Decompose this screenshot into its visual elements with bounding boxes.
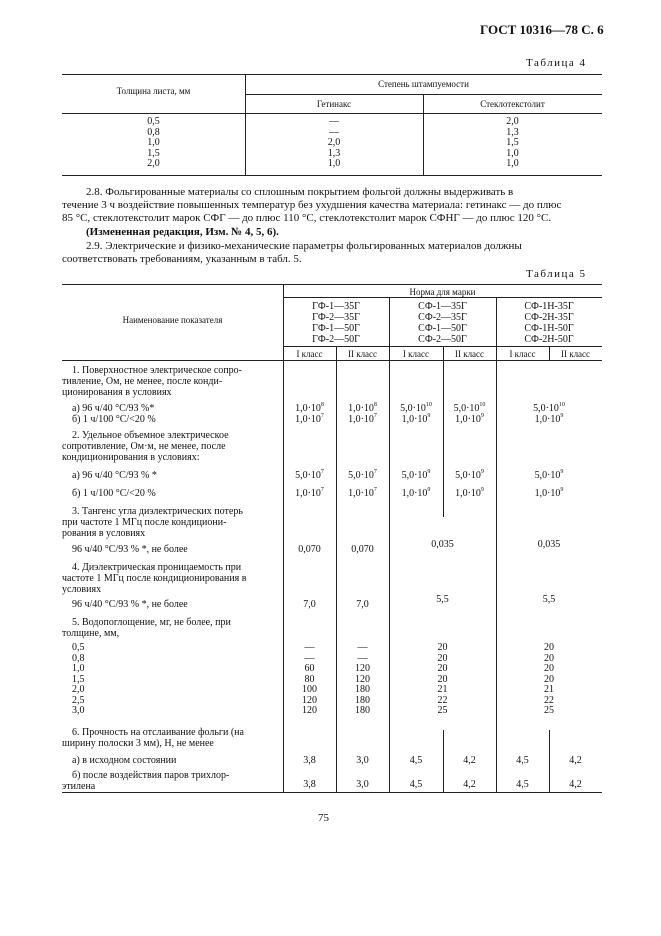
paragraph-2-9-line1: 2.9. Электрические и физико-механические параметры фольгированных материалов должны bbox=[86, 240, 522, 252]
cell: 4,2 bbox=[463, 779, 476, 790]
cell: 120 bbox=[355, 663, 370, 674]
cell: 100 bbox=[302, 684, 317, 695]
cell: $1,0\cdot 10^9$ bbox=[401, 413, 431, 425]
table4-cell: 0,5 bbox=[147, 116, 160, 127]
cell: 0,8 bbox=[72, 652, 85, 664]
row1a-label: а) 96 ч/40 °С/93 %* bbox=[72, 403, 155, 414]
cell: 20 bbox=[544, 673, 554, 685]
mark-label: СФ-2Н-35Г bbox=[524, 312, 574, 323]
cell: 120 bbox=[302, 694, 317, 706]
table5-marks-a bbox=[283, 301, 389, 345]
row6-title-2: ширину полоски 3 мм), Н, не менее bbox=[62, 738, 214, 749]
row5-title-1: 5. Водопоглощение, мг, не более, при bbox=[72, 617, 231, 628]
table4-cell: 2,0 bbox=[506, 116, 519, 127]
cell: 20 bbox=[437, 663, 448, 674]
cell: 3,0 bbox=[356, 779, 369, 790]
table4-cell: 1,3 bbox=[327, 147, 341, 159]
cell: — bbox=[304, 652, 315, 664]
table4-thickness-col bbox=[62, 117, 245, 170]
row5-title-2: толщине, мм, bbox=[62, 628, 120, 639]
row3-title-2: при частоте 1 МГц после кондициони- bbox=[62, 517, 227, 528]
paragraph-2-8-line1: 2.8. Фольгированные материалы со сплошным покрытием фольгой должны выдерживать в bbox=[86, 186, 514, 198]
cell: 3,8 bbox=[303, 779, 316, 790]
cell: 5,5 bbox=[436, 594, 449, 605]
class-1-label: I класс bbox=[296, 349, 323, 359]
table4-cell: 1,0 bbox=[506, 158, 519, 169]
table4-cell: 2,0 bbox=[327, 137, 341, 148]
cell: 180 bbox=[355, 705, 370, 716]
class-2-label: II класс bbox=[560, 349, 591, 359]
cell: $5,0\cdot 10^{10}$ bbox=[400, 402, 432, 414]
table4-cell: 2,0 bbox=[147, 158, 160, 169]
cell: — bbox=[304, 642, 315, 653]
page-number: 75 bbox=[318, 812, 329, 824]
table4-caption: Таблица 4 bbox=[526, 57, 587, 69]
row4-title-2: частоте 1 МГц после кондиционирования в bbox=[62, 573, 247, 584]
row3-title-3: рования в условиях bbox=[62, 528, 146, 539]
row6-title-1: 6. Прочность на отслаивание фольги (на bbox=[72, 727, 244, 738]
table4-getinaks-col bbox=[245, 117, 423, 170]
table4-cell: 1,0 bbox=[147, 137, 160, 148]
row5-b-col bbox=[389, 643, 496, 717]
cell: 60 bbox=[304, 663, 315, 674]
cell: 120 bbox=[302, 705, 317, 716]
class-2-label: II класс bbox=[454, 349, 485, 359]
cell: 7,0 bbox=[303, 599, 316, 610]
cell: 25 bbox=[544, 705, 554, 716]
row5-a2-col bbox=[336, 643, 389, 717]
table4-bottom-rule bbox=[62, 175, 602, 176]
table5-head-bottom bbox=[62, 360, 602, 361]
class-1-label: I класс bbox=[402, 349, 430, 359]
row6b-label-2: этилена bbox=[62, 781, 96, 792]
mark-label: СФ-2—50Г bbox=[418, 334, 467, 345]
row1-title-2: тивление, Ом, не менее, после конди- bbox=[62, 376, 223, 387]
table5-bottom-rule bbox=[62, 792, 602, 793]
paragraph-2-8-edit-note: (Измененная редакция, Изм. № 4, 5, 6). bbox=[86, 226, 279, 238]
cell: 80 bbox=[304, 673, 315, 685]
cell: 20 bbox=[437, 673, 448, 685]
cell: 20 bbox=[544, 663, 554, 674]
row2b-label: б) 1 ч/100 °С/<20 % bbox=[72, 488, 156, 499]
cell: 5,5 bbox=[542, 594, 556, 605]
cell: 1,5 bbox=[72, 673, 85, 685]
cell: 180 bbox=[355, 684, 370, 695]
row4-title-1: 4. Диэлектрическая проницаемость при bbox=[72, 562, 242, 573]
cell: 20 bbox=[437, 642, 448, 653]
cell: $1,0\cdot 10^9$ bbox=[455, 487, 484, 499]
table4-steklo-col bbox=[423, 117, 602, 170]
cell: 3,0 bbox=[356, 755, 369, 766]
cell: $5,0\cdot 10^7$ bbox=[348, 469, 377, 481]
table4-cell: — bbox=[329, 126, 339, 138]
table4-top-rule bbox=[62, 74, 602, 75]
row4-title-3: условиях bbox=[62, 584, 102, 595]
paragraph-2-8-line2: течение 3 ч воздействие повышенных температур без ухудшения качества материала: гетинакс — до плюс bbox=[62, 199, 562, 211]
cell: $5,0\cdot 10^{10}$ bbox=[533, 402, 565, 414]
table4-col-group: Степень штампуемости bbox=[378, 79, 469, 89]
row4a-label: 96 ч/40 °С/93 % *, не более bbox=[72, 599, 188, 610]
cell: 4,5 bbox=[516, 779, 529, 790]
cell: 25 bbox=[437, 705, 448, 716]
row2-title-2: сопротивление, Ом·м, не менее, после bbox=[62, 441, 226, 452]
cell: 20 bbox=[544, 652, 554, 664]
row5-a1-col bbox=[283, 643, 336, 717]
table4-cell: 0,8 bbox=[147, 126, 160, 138]
table4-cell: 1,0 bbox=[327, 158, 341, 169]
table4-cell: 1,5 bbox=[147, 147, 160, 159]
cell: 4,5 bbox=[409, 779, 423, 790]
row3-title-1: 3. Тангенс угла диэлектрических потерь bbox=[72, 506, 243, 517]
table5-top-rule bbox=[62, 284, 602, 285]
cell: $5,0\cdot 10^9$ bbox=[401, 469, 431, 481]
cell: 4,5 bbox=[516, 755, 529, 766]
cell: $1,0\cdot 10^9$ bbox=[534, 413, 564, 425]
mark-label: СФ-1—50Г bbox=[418, 323, 467, 334]
table4-cell: 1,0 bbox=[506, 147, 519, 159]
cell: 22 bbox=[437, 694, 448, 706]
paragraph-2-9-line2: соответствовать требованиям, указанным в табл. 5. bbox=[62, 253, 302, 265]
mark-label: СФ-2Н-50Г bbox=[524, 334, 574, 345]
cell: 7,0 bbox=[356, 599, 369, 610]
cell: 3,0 bbox=[72, 705, 85, 716]
cell: $1,0\cdot 10^9$ bbox=[455, 413, 484, 425]
cell: 1,0 bbox=[72, 663, 85, 674]
cell: — bbox=[357, 642, 368, 653]
cell: 120 bbox=[355, 673, 370, 685]
cell: 20 bbox=[544, 642, 554, 653]
mark-label: СФ-2—35Г bbox=[418, 312, 467, 323]
mark-label: ГФ-2—35Г bbox=[312, 312, 360, 323]
cell: 21 bbox=[544, 684, 554, 695]
table4-col-getinaks: Гетинакс bbox=[316, 99, 352, 109]
cell: $5,0\cdot 10^9$ bbox=[455, 469, 484, 481]
table4-head-bottom bbox=[62, 113, 602, 114]
table5-marks-c bbox=[496, 301, 602, 345]
cell: $1,0\cdot 10^7$ bbox=[295, 413, 324, 425]
table5-caption: Таблица 5 bbox=[526, 268, 587, 280]
page-header: ГОСТ 10316—78 С. 6 bbox=[480, 22, 604, 37]
cell: 0,035 bbox=[431, 539, 454, 550]
cell: 4,2 bbox=[463, 755, 476, 766]
mark-label: ГФ-2—50Г bbox=[312, 334, 360, 345]
row3a-label: 96 ч/40 °С/93 % *, не более bbox=[72, 544, 188, 555]
table4-col-steklo: Стеклотекстолит bbox=[480, 99, 545, 109]
paragraph-2-8-line3: 85 °С, стеклотекстолит марок СФГ — до плюс 110 °С, стеклотекстолит марок СФНГ — до плюс 120 °С. bbox=[62, 212, 552, 224]
cell: $5,0\cdot 10^7$ bbox=[295, 469, 324, 481]
cell: 2,5 bbox=[72, 694, 85, 706]
cell: 20 bbox=[437, 652, 448, 664]
cell: 3,8 bbox=[303, 755, 316, 766]
mark-label: ГФ-1—35Г bbox=[312, 301, 360, 312]
row1b-label: б) 1 ч/100 °С/<20 % bbox=[72, 414, 156, 425]
cell: 0,035 bbox=[537, 539, 561, 550]
cell: 0,070 bbox=[298, 544, 321, 555]
row2-title-3: кондиционирования в условиях: bbox=[62, 452, 200, 463]
cell: $5,0\cdot 10^{10}$ bbox=[453, 402, 486, 414]
cell: 2,0 bbox=[72, 684, 85, 695]
cell: $1,0\cdot 10^9$ bbox=[534, 487, 564, 499]
cell: — bbox=[357, 652, 368, 664]
cell: 22 bbox=[544, 694, 554, 706]
cell: 21 bbox=[437, 684, 448, 695]
cell: 180 bbox=[355, 694, 370, 706]
cell: 4,2 bbox=[569, 755, 582, 766]
cell: $1,0\cdot 10^7$ bbox=[295, 487, 324, 499]
row5-thickness-col bbox=[72, 643, 132, 717]
table5-col-name: Наименование показателя bbox=[122, 315, 223, 325]
table5-group-rule bbox=[283, 297, 602, 298]
cell: 0,5 bbox=[72, 642, 85, 653]
cell: 0,070 bbox=[351, 544, 374, 555]
table4-cell: — bbox=[329, 116, 339, 127]
mark-label: СФ-1Н-35Г bbox=[524, 301, 574, 312]
mark-label: СФ-1—35Г bbox=[418, 301, 467, 312]
table4-cell: 1,5 bbox=[506, 137, 519, 148]
class-2-label: II класс bbox=[347, 349, 378, 359]
row6b-label-1: б) после воздействия паров трихлор- bbox=[72, 770, 230, 781]
table5-col-group: Норма для марки bbox=[409, 287, 476, 297]
row1-title-1: 1. Поверхностное электрическое сопро- bbox=[72, 365, 242, 376]
table4-col-thickness: Толщина листа, мм bbox=[116, 86, 191, 96]
row2-title-1: 2. Удельное объемное электрическое bbox=[72, 430, 229, 441]
row6a-label: а) в исходном состоянии bbox=[72, 755, 177, 766]
row2a-label: а) 96 ч/40 °С/93 % * bbox=[72, 470, 157, 481]
class-1-label: I класс bbox=[509, 349, 536, 359]
cell: $1,0\cdot 10^7$ bbox=[348, 413, 377, 425]
mark-label: СФ-1Н-50Г bbox=[524, 323, 574, 334]
cell: $1,0\cdot 10^9$ bbox=[401, 487, 431, 499]
table5-marks-b bbox=[389, 301, 496, 345]
row5-c-col bbox=[496, 643, 602, 717]
cell: $1,0\cdot 10^8$ bbox=[295, 402, 324, 414]
table4-cell: 1,3 bbox=[506, 126, 519, 138]
mark-label: ГФ-1—50Г bbox=[312, 323, 360, 334]
cell: 4,5 bbox=[409, 755, 423, 766]
cell: $1,0\cdot 10^8$ bbox=[348, 402, 377, 414]
cell: $5,0\cdot 10^9$ bbox=[534, 469, 564, 481]
row1-title-3: ционирования в условиях bbox=[62, 387, 172, 398]
cell: $1,0\cdot 10^7$ bbox=[348, 487, 377, 499]
cell: 4,2 bbox=[569, 779, 582, 790]
